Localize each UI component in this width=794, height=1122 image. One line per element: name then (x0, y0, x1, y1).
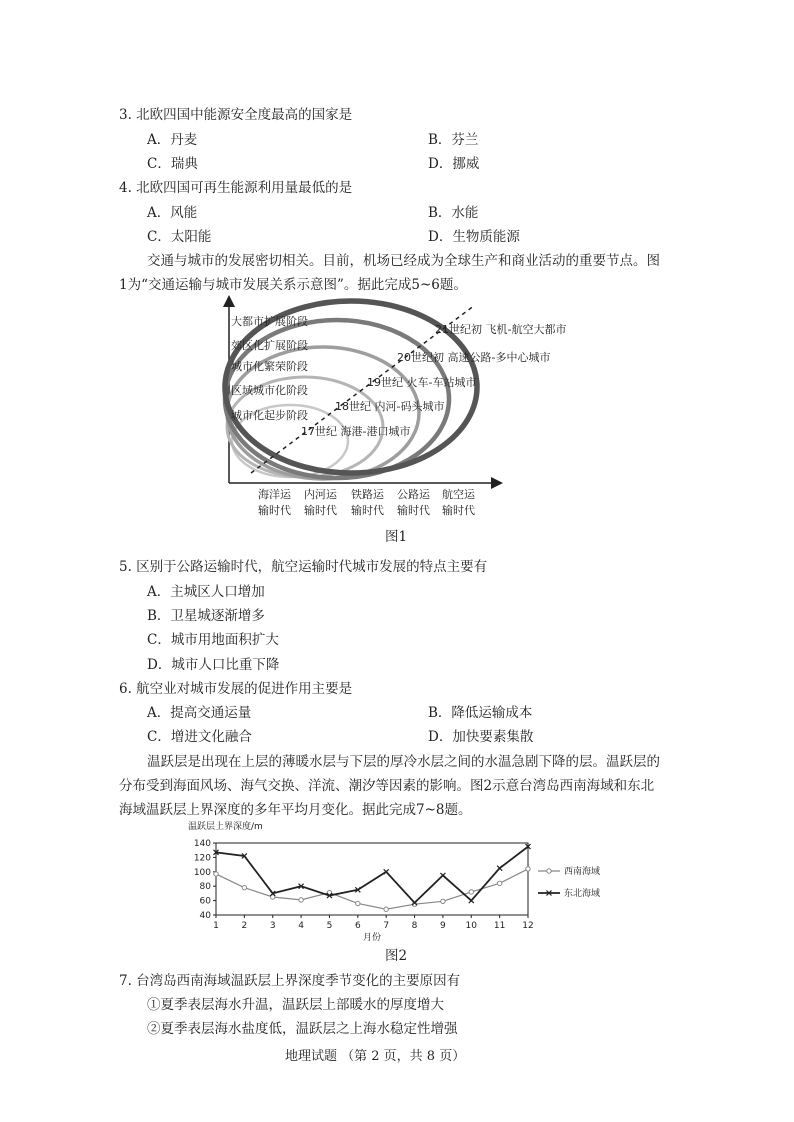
data-point (299, 898, 303, 902)
q3-stem: 3. 北欧四国中能源安全度最高的国家是 (119, 107, 353, 123)
data-point (526, 867, 530, 871)
y-tick-label: 140 (193, 839, 211, 849)
q5-option-a: A．主城区人口增加 (147, 584, 265, 600)
data-point (384, 869, 389, 874)
q3-option-d: D．挪威 (428, 156, 480, 172)
era-label: 海洋运 (258, 488, 291, 501)
era-point-label: 17世纪 海港-港口城市 (301, 425, 411, 438)
data-point (497, 866, 502, 871)
figure-1-diagram (215, 295, 567, 520)
x-tick-label: 6 (354, 921, 361, 931)
legend-label: 西南海域 (564, 867, 601, 877)
x-tick-label: 7 (383, 921, 390, 931)
era-label: 铁路运 (351, 488, 384, 501)
q7-statement-1: ①夏季表层海水升温，温跃层上部暖水的厚度增大 (147, 997, 444, 1013)
x-tick-label: 2 (241, 921, 248, 931)
q3-option-c: C．瑞典 (147, 156, 198, 172)
y-tick-label: 120 (193, 853, 211, 864)
legend-label: 东北海域 (564, 889, 601, 899)
data-point (469, 890, 473, 894)
era-point-label: 20世纪初 高速公路-多中心城市 (397, 351, 551, 364)
q7-stem: 7. 台湾岛西南海域温跃层上界深度季节变化的主要原因有 (119, 973, 461, 989)
figure-1-caption: 图1 (385, 529, 408, 545)
intro1-line1: 交通与城市的发展密切相关。目前，机场已经成为全球生产和商业活动的重要节点。图 (147, 253, 660, 269)
legend-marker (547, 869, 551, 873)
x-tick-label: 3 (269, 921, 276, 931)
intro2-line2: 分布受到海面风场、海气交换、洋流、潮汐等因素的影响。图2示意台湾岛西南海域和东北 (119, 778, 655, 794)
era-point-label: 19世纪 火车-车站城市 (367, 376, 477, 389)
q7-statement-2: ②夏季表层海水盐度低，温跃层之上海水稳定性增强 (147, 1021, 458, 1037)
page-footer: 地理试题 （第 2 页，共 8 页） (285, 1049, 466, 1064)
y-tick-label: 40 (199, 911, 211, 921)
intro1-line2: 1为“交通运输与城市发展关系示意图”。据此完成5~6题。 (119, 277, 467, 293)
era-label: 内河运 (304, 488, 337, 501)
x-tick-label: 8 (411, 921, 418, 931)
data-point (441, 899, 445, 903)
q3-option-b: B．芬兰 (428, 132, 479, 148)
x-tick-label: 5 (326, 921, 333, 931)
era-label: 公路运 (397, 488, 430, 501)
x-axis-label: 月份 (362, 933, 382, 943)
era-label: 输时代 (258, 504, 291, 517)
data-point (214, 872, 218, 876)
data-point (356, 901, 360, 905)
q6-option-a: A．提高交通运量 (147, 705, 252, 721)
stage-label: 区域城市化阶段 (231, 384, 308, 397)
era-label: 输时代 (304, 504, 337, 517)
era-label: 航空运 (442, 488, 475, 501)
figure-2-chart (180, 815, 610, 943)
x-tick-label: 11 (493, 921, 506, 931)
q4-option-c: C．太阳能 (147, 229, 212, 245)
q6-option-d: D．加快要素集散 (428, 729, 534, 745)
y-tick-label: 80 (199, 882, 211, 893)
data-point (497, 881, 501, 885)
q4-option-a: A．风能 (147, 205, 198, 221)
x-tick-label: 4 (298, 921, 304, 931)
figure-2-caption: 图2 (385, 948, 408, 964)
data-point (469, 898, 474, 903)
q5-option-c: C．城市用地面积扩大 (147, 632, 279, 648)
stage-label: 大都市扩展阶段 (231, 315, 308, 328)
q5-option-d: D．城市人口比重下降 (147, 657, 280, 673)
q4-stem: 4. 北欧四国可再生能源利用量最低的是 (119, 180, 353, 196)
stage-label: 城市化繁荣阶段 (231, 360, 308, 373)
data-point (384, 907, 388, 911)
stage-label: 郊区化扩展阶段 (231, 339, 308, 352)
y-tick-label: 100 (193, 867, 211, 878)
data-point (242, 885, 246, 889)
x-tick-label: 12 (522, 921, 534, 931)
q3-option-a: A．丹麦 (147, 132, 198, 148)
q6-option-c: C．增进文化融合 (147, 729, 252, 745)
y-tick-label: 60 (199, 896, 211, 907)
x-tick-label: 10 (465, 921, 477, 931)
era-label: 输时代 (351, 504, 384, 517)
stage-label: 城市化起步阶段 (231, 409, 308, 422)
intro2-line3: 海域温跃层上界深度的多年平均月变化。据此完成7~8题。 (119, 802, 472, 818)
intro2-line1: 温跃层是出现在上层的薄暖水层与下层的厚冷水层之间的水温急剧下降的层。温跃层的 (147, 754, 660, 770)
era-label: 输时代 (442, 504, 475, 517)
y-axis-label: 温跃层上界深度/m (188, 822, 263, 832)
q4-option-b: B．水能 (428, 205, 479, 221)
q5-option-b: B．卫星城逐渐增多 (147, 608, 265, 624)
q6-stem: 6. 航空业对城市发展的促进作用主要是 (119, 681, 353, 697)
x-tick-label: 1 (213, 921, 219, 931)
q6-option-b: B．降低运输成本 (428, 705, 533, 721)
era-point-label: 21世纪初 飞机-航空大都市 (435, 323, 567, 336)
era-point-label: 18世纪 内河-码头城市 (335, 400, 445, 413)
q5-stem: 5. 区别于公路运输时代，航空运输时代城市发展的特点主要有 (119, 559, 488, 575)
x-tick-label: 9 (440, 921, 446, 931)
era-label: 输时代 (397, 504, 430, 517)
q4-option-d: D．生物质能源 (428, 229, 520, 245)
data-point (440, 873, 445, 878)
